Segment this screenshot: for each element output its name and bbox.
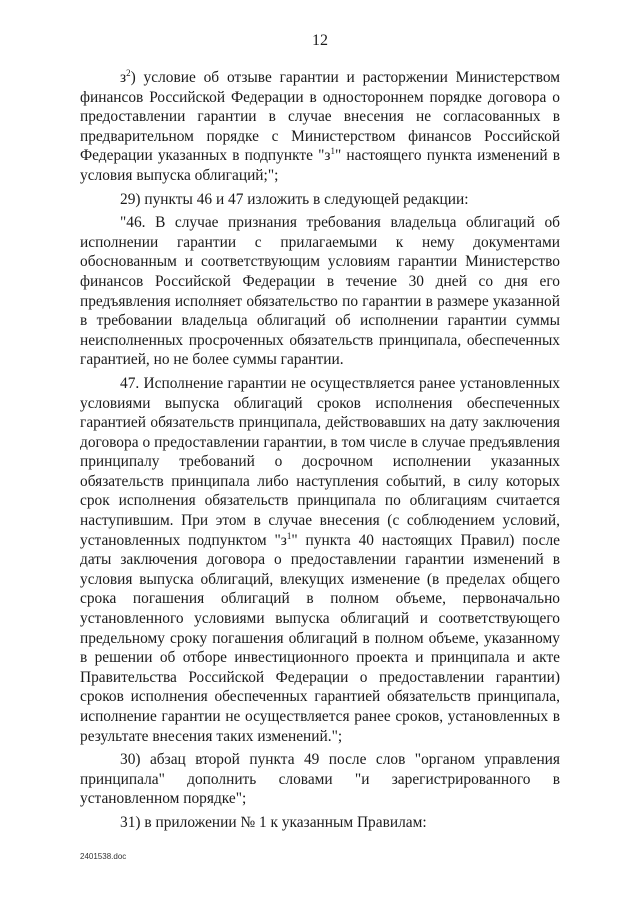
page-number: 12	[312, 32, 328, 49]
paragraph-subpoint-z2: $з^2$) условие об отзыве гарантии и расторжении Министерством финансов Российской Федерации в одностороннем порядке договора о предоставлении гарантии в случае внесения не согласованных в предварительном порядке с Министерством финансов Российской Федерации указанных в подпункте "$з^1$" настоящего пункта изменений в условия выпуска облигаций;";	[80, 67, 560, 184]
paragraph-point-46: "46. В случае признания требования владельца облигаций об исполнении гарантии с прилагаемыми к нему документами обоснованным и соответствующим условиям гарантии Министерство финансов Российской Федерации в течение 30 дней со дня его предъявления исполняет обязательство по гарантии в размере указанной в требовании владельца облигаций об исполнении гарантии суммы неисполненных просроченных обязательств принципала, обеспеченных гарантией, но не более суммы гарантии.	[80, 214, 560, 369]
paragraph-point-47: 47. Исполнение гарантии не осуществляется ранее установленных условиями выпуска облигаций сроков исполнения обеспеченных гарантией обязательств принципала, действовавших на дату заключения договора о предоставлении гарантии, в том числе в случае предъявления принципалу требований о досрочном исполнении указанных обязательств принципала либо наступления событий, в силу которых срок исполнения обязательств принципала по облигациям считается наступившим. При этом в случае внесения (с соблюдением условий, установленных подпунктом "$з^1$" пункта 40 настоящих Правил) после даты заключения договора о предоставлении гарантии изменений в условия выпуска облигаций, влекущих изменение (в пределах общего срока погашения облигаций в полном объеме, первоначально установленного условиями выпуска облигаций и соответствующего предельному сроку погашения облигаций в полном объеме, указанному в решении об отборе инвестиционного проекта и принципала и акте Правительства Российской Федерации о предоставлении гарантии) сроков исполнения обеспеченных гарантией обязательств принципала, исполнение гарантии не осуществляется ранее сроков, установленных в результате внесения таких изменений.";	[80, 374, 560, 745]
paragraph-item-31: 31) в приложении № 1 к указанным Правилам:	[120, 813, 427, 831]
file-name-footer: 2401538.doc	[80, 852, 127, 861]
paragraph-item-30: 30) абзац второй пункта 49 после слов "органом управления принципала" дополнить словами "и зарегистрированного в установленном порядке";	[80, 751, 560, 808]
paragraph-item-29: 29) пункты 46 и 47 изложить в следующей редакции:	[120, 190, 469, 208]
document-body	[80, 68, 560, 837]
